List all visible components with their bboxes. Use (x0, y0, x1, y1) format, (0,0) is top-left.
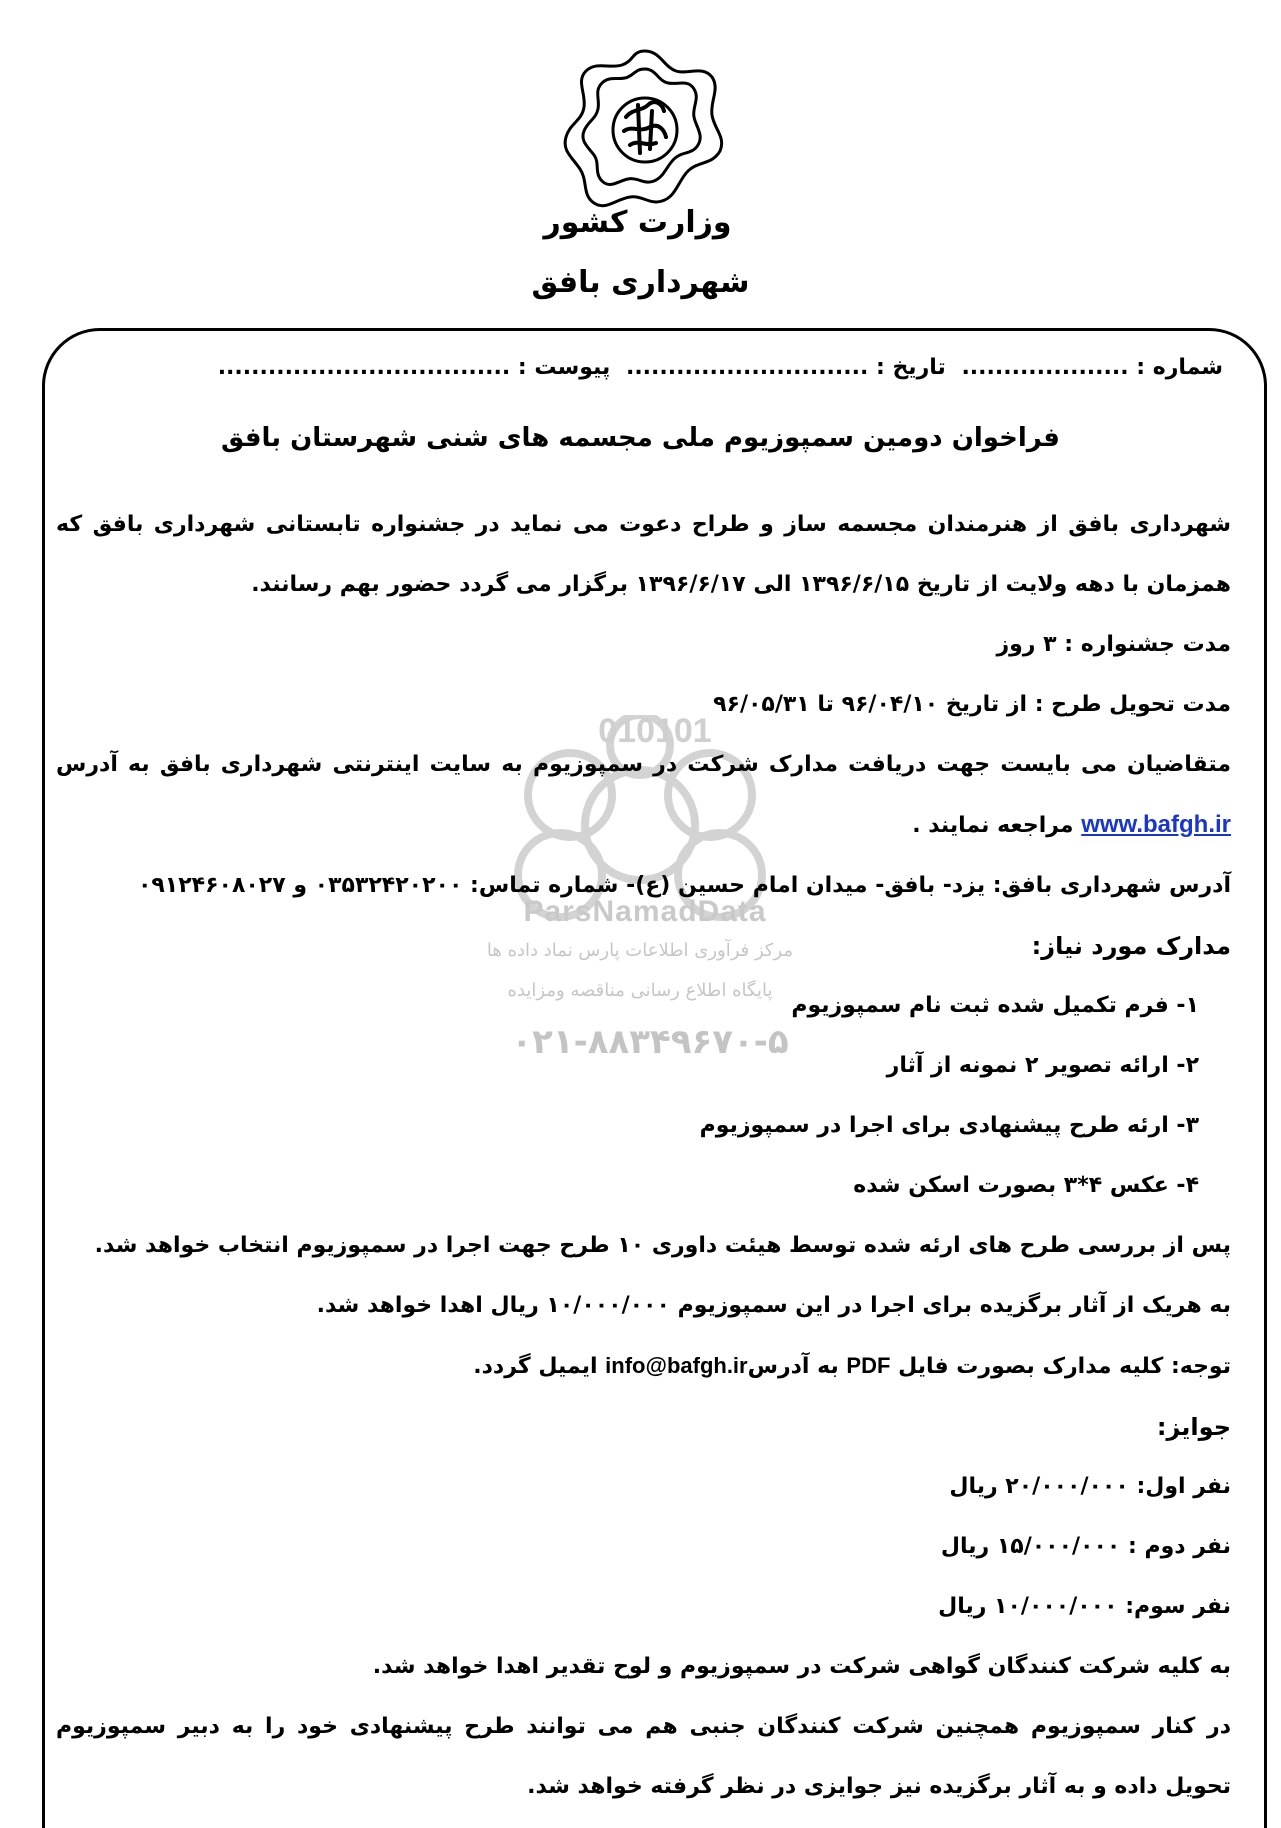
watermark-line-2: پایگاه اطلاع رسانی مناقصه ومزایده (507, 980, 773, 1001)
document-item: ۱- فرم تکمیل شده ثبت نام سمپوزیوم (791, 993, 1199, 1018)
certificate-text: به کلیه شرکت کنندگان گواهی شرکت در سمپوزیوم و لوح تقدیر اهدا خواهد شد. (372, 1654, 1231, 1679)
applicants-text: متقاضیان می بایست جهت دریافت مدارک شرکت در سمپوزیوم به سایت اینترنتی شهرداری بافق به آدرس (56, 752, 1231, 777)
website-link[interactable]: www.bafgh.ir (1081, 811, 1231, 838)
watermark-line-1: مرکز فرآوری اطلاعات پارس نماد داده ها (486, 940, 794, 961)
document-item: ۲- ارائه تصویر ۲ نمونه از آثار (886, 1053, 1199, 1078)
address-line: آدرس شهرداری بافق: یزد- بافق- میدان امام حسین (ع)- شماره تماس: ۰۳۵۳۲۴۲۰۲۰۰ و ۰۹۱۲۴۶۰۸۰۲۷ (137, 873, 1231, 898)
prizes-heading: جوایز: (1156, 1413, 1231, 1441)
intro-paragraph: شهرداری بافق از هنرمندان مجسمه ساز و طراح دعوت می نماید در جشنواره تابستانی شهرداری بافق که همزمان با دهه ولایت از تاریخ ۱۳۹۶/۶/۱۵ الی ۱۳۹۶/۶/۱۷ برگزار می گردد حضور بهم رسانند. (56, 512, 1231, 597)
note-middle: به آدرس (747, 1354, 839, 1379)
note-suffix: ایمیل گردد. (473, 1354, 598, 1379)
watermark-digits: 010101 (598, 712, 712, 750)
prize-third: نفر سوم: ۱۰/۰۰۰/۰۰۰ ریال (938, 1594, 1231, 1619)
letter-meta (210, 355, 1223, 380)
note-prefix: توجه: کلیه مدارک بصورت فایل (898, 1354, 1231, 1379)
festival-duration: مدت جشنواره : ۳ روز (996, 632, 1231, 657)
documents-heading: مدارک مورد نیاز: (1031, 932, 1231, 960)
prize-second: نفر دوم : ۱۵/۰۰۰/۰۰۰ ریال (940, 1534, 1231, 1559)
pdf-label: PDF (846, 1353, 891, 1378)
ministry-name: وزارت کشور (543, 205, 732, 240)
watermark-phone: ۰۲۱-۸۸۳۴۹۶۷۰-۵ (511, 1022, 789, 1062)
selection-text: پس از بررسی طرح های ارئه شده توسط هیئت داوری ۱۰ طرح جهت اجرا در سمپوزیوم انتخاب خواهد شد. (94, 1233, 1231, 1258)
watermark-brand: ParsNamadData (523, 895, 767, 928)
announcement-title: فراخوان دومین سمپوزیوم ملی مجسمه های شنی شهرستان بافق (221, 423, 1060, 453)
note-line (56, 1336, 1231, 1397)
award-each-text: به هریک از آثار برگزیده برای اجرا در این سمپوزیوم ۱۰/۰۰۰/۰۰۰ ریال اهدا خواهد شد. (316, 1293, 1231, 1318)
number-field: شماره : .................... (961, 355, 1223, 380)
document-item: ۴- عکس ۴*۳ بصورت اسکن شده (853, 1173, 1199, 1198)
side-participants-text: در کنار سمپوزیوم همچنین شرکت کنندگان جنبی هم می توانند طرح پیشنهادی خود را به دبیر سمپوزیوم تحویل داده و به آثار برگزیده نیز جوایزی در نظر گرفته خواهد شد. (56, 1714, 1231, 1799)
attachment-field: پیوست : ................................... (217, 355, 611, 380)
applicants-paragraph (56, 735, 1231, 856)
date-field: تاریخ : ............................. (625, 355, 946, 380)
prize-first: نفر اول: ۲۰/۰۰۰/۰۰۰ ریال (949, 1474, 1231, 1499)
municipality-name: شهرداری بافق (531, 265, 750, 300)
refer-text: مراجعه نمایند . (912, 813, 1074, 838)
email-address[interactable]: info@bafgh.ir (605, 1353, 748, 1378)
delivery-period: مدت تحویل طرح : از تاریخ ۹۶/۰۴/۱۰ تا ۹۶/۰۵/۳۱ (713, 692, 1231, 717)
announcement-body (56, 495, 1231, 1817)
document-item: ۳- ارئه طرح پیشنهادی برای اجرا در سمپوزیوم (699, 1113, 1199, 1138)
ministry-emblem-icon (560, 45, 730, 215)
